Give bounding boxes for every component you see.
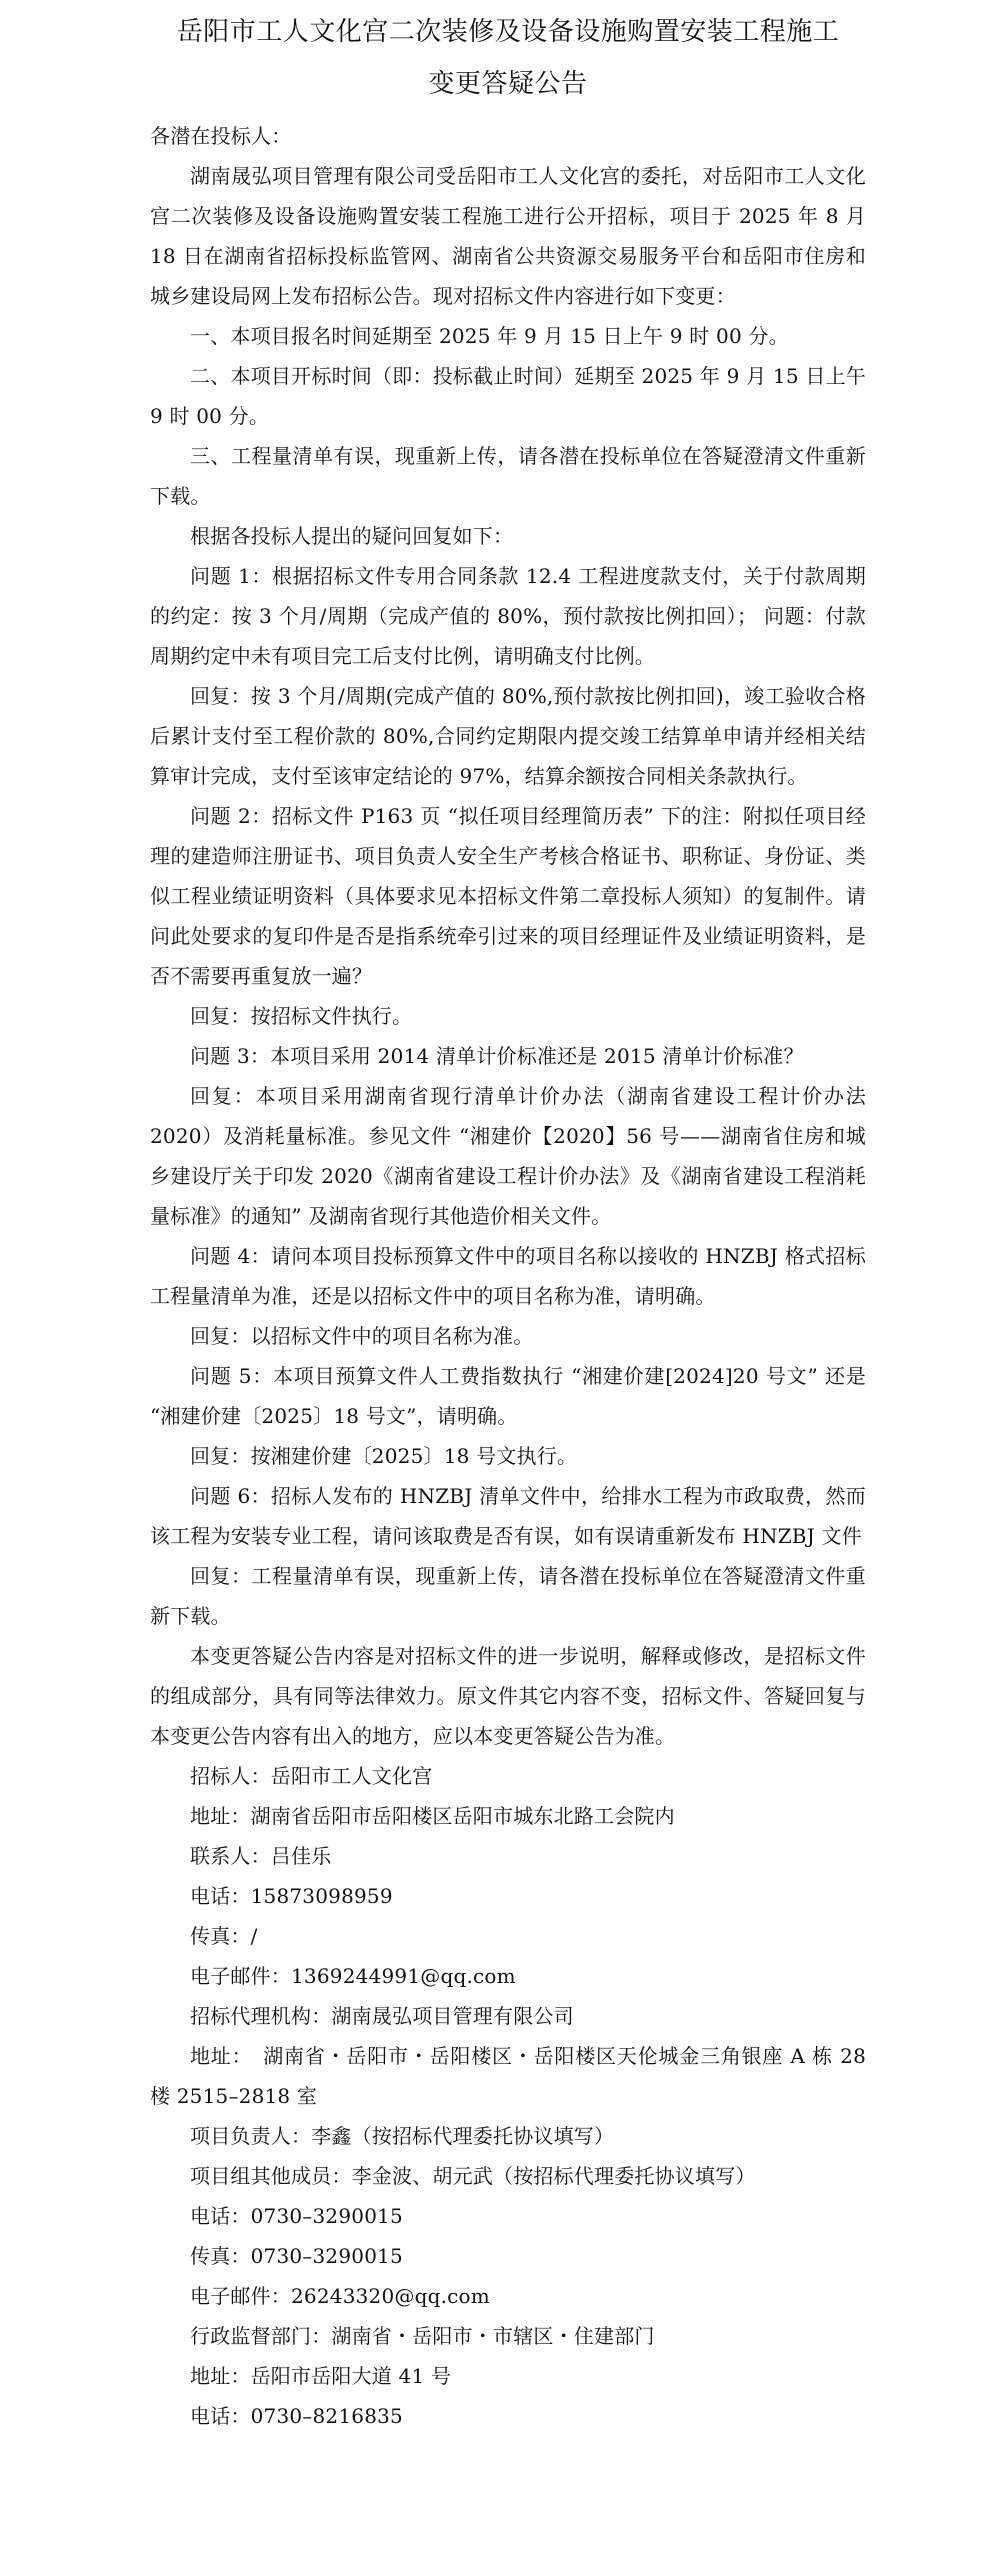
- closing-statement: 本变更答疑公告内容是对招标文件的进一步说明，解释或修改，是招标文件的组成部分，具有同等法律效力。原文件其它内容不变，招标文件、答疑回复与本变更公告内容有出入的地方，应以本变更答疑公告为准。: [150, 1644, 866, 1748]
- tenderer-phone: 电话：15873098959: [190, 1884, 393, 1908]
- agency-phone: 电话：0730–3290015: [190, 2204, 403, 2228]
- question-5: 问题 5：本项目预算文件人工费指数执行 “湘建价建[2024]20 号文” 还是 “湘建价建〔2025〕18 号文”，请明确。: [150, 1364, 866, 1428]
- answer-4: 回复：以招标文件中的项目名称为准。: [190, 1324, 534, 1348]
- tenderer-contact-person: 联系人：吕佳乐: [190, 1844, 332, 1868]
- tenderer-name: 招标人：岳阳市工人文化宫: [190, 1764, 433, 1788]
- document-title-line1: 岳阳市工人文化宫二次装修及设备设施购置安装工程施工: [176, 17, 840, 47]
- supervision-department: 行政监督部门：湖南省・岳阳市・市辖区・住建部门: [190, 2324, 655, 2348]
- question-6: 问题 6：招标人发布的 HNZBJ 清单文件中，给排水工程为市政取费，然而该工程为安装专业工程，请问该取费是否有误，如有误请重新发布 HNZBJ 文件: [150, 1484, 866, 1548]
- document-title-line2: 变更答疑公告: [428, 69, 588, 99]
- answer-6: 回复：工程量清单有误，现重新上传，请各潜在投标单位在答疑澄清文件重新下载。: [150, 1564, 866, 1628]
- agency-address: 地址： 湖南省・岳阳市・岳阳楼区・岳阳楼区天伦城金三角银座 A 栋 28 楼 2515–2818 室: [150, 2044, 866, 2108]
- question-1: 问题 1：根据招标文件专用合同条款 12.4 工程进度款支付，关于付款周期的约定：按 3 个月/周期（完成产值的 80%，预付款按比例扣回）； 问题：付款周期约定中未有项目完工后支付比例，请明确支付比例。: [150, 564, 866, 668]
- question-2: 问题 2：招标文件 P163 页 “拟任项目经理简历表” 下的注：附拟任项目经理的建造师注册证书、项目负责人安全生产考核合格证书、职称证、身份证、类似工程业绩证明资料（具体要求见本招标文件第二章投标人须知）的复制件。请问此处要求的复印件是否是指系统牵引过来的项目经理证件及业绩证明资料，是否不需要再重复放一遍？: [150, 804, 866, 988]
- change-item-3: 三、工程量清单有误，现重新上传，请各潜在投标单位在答疑澄清文件重新下载。: [150, 444, 866, 508]
- qa-intro: 根据各投标人提出的疑问回复如下：: [190, 524, 514, 548]
- answer-3: 回复：本项目采用湖南省现行清单计价办法（湖南省建设工程计价办法 2020）及消耗量标准。参见文件 “湘建价【2020】56 号——湖南省住房和城乡建设厅关于印发 2020《湖南省建设工程计价办法》及《湖南省建设工程消耗量标准》的通知” 及湖南省现行其他造价相关文件。: [150, 1084, 866, 1228]
- tenderer-address: 地址：湖南省岳阳市岳阳楼区岳阳市城东北路工会院内: [190, 1804, 675, 1828]
- agency-fax: 传真：0730–3290015: [190, 2244, 403, 2268]
- supervision-phone: 电话：0730–8216835: [190, 2404, 403, 2428]
- tenderer-fax: 传真：/: [190, 1924, 258, 1948]
- change-item-2: 二、本项目开标时间（即：投标截止时间）延期至 2025 年 9 月 15 日上午 9 时 00 分。: [150, 364, 866, 428]
- tenderer-email: 电子邮件：1369244991@qq.com: [190, 1964, 516, 1988]
- question-3: 问题 3：本项目采用 2014 清单计价标准还是 2015 清单计价标准？: [190, 1044, 804, 1068]
- answer-2: 回复：按招标文件执行。: [190, 1004, 413, 1028]
- agency-team-members: 项目组其他成员：李金波、胡元武（按招标代理委托协议填写）: [190, 2164, 756, 2188]
- agency-name: 招标代理机构：湖南晟弘项目管理有限公司: [190, 2004, 574, 2028]
- paragraph-intro: 湖南晟弘项目管理有限公司受岳阳市工人文化宫的委托，对岳阳市工人文化宫二次装修及设备设施购置安装工程施工进行公开招标，项目于 2025 年 8 月 18 日在湖南省招标投标监管网、湖南省公共资源交易服务平台和岳阳市住房和城乡建设局网上发布招标公告。现对招标文件内容进行如下变更：: [150, 164, 866, 308]
- change-item-1: 一、本项目报名时间延期至 2025 年 9 月 15 日上午 9 时 00 分。: [190, 324, 789, 348]
- answer-5: 回复：按湘建价建〔2025〕18 号文执行。: [190, 1444, 578, 1468]
- answer-1: 回复：按 3 个月/周期(完成产值的 80%,预付款按比例扣回)，竣工验收合格后累计支付至工程价款的 80%,合同约定期限内提交竣工结算单申请并经相关结算审计完成，支付至该审定结论的 97%，结算余额按合同相关条款执行。: [150, 684, 866, 788]
- question-4: 问题 4：请问本项目投标预算文件中的项目名称以接收的 HNZBJ 格式招标工程量清单为准，还是以招标文件中的项目名称为准，请明确。: [150, 1244, 866, 1308]
- agency-email: 电子邮件：26243320@qq.com: [190, 2284, 490, 2308]
- supervision-address: 地址：岳阳市岳阳大道 41 号: [190, 2364, 452, 2388]
- contact-info: [150, 1756, 866, 2436]
- agency-project-lead: 项目负责人：李鑫（按招标代理委托协议填写）: [190, 2124, 615, 2148]
- salutation: 各潜在投标人：: [150, 124, 292, 148]
- announcement-body: [150, 156, 866, 1756]
